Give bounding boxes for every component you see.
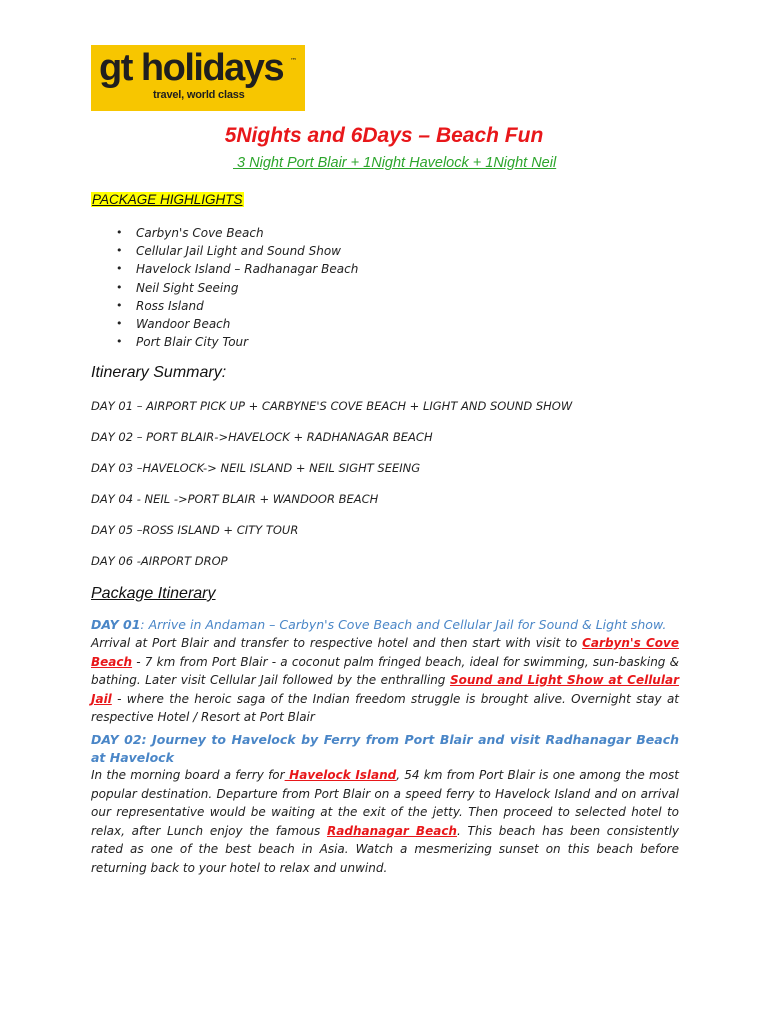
- list-item-label: Ross Island: [136, 298, 204, 313]
- list-item-label: Port Blair City Tour: [136, 335, 249, 350]
- carbyns-cove-beach-link[interactable]: Carbyn's Cove Beach: [91, 636, 679, 669]
- package-itinerary-heading: Package Itinerary: [91, 585, 216, 602]
- page-title: 5Nights and 6Days – Beach Fun: [224, 124, 544, 147]
- list-item: [116, 297, 358, 315]
- logo-trademark: ™: [290, 57, 297, 65]
- list-item-label: Wandoor Beach: [136, 316, 231, 331]
- day-2-text-3: . This beach has been consistently rated as one of the best beach in Asia. Watch a mesmerizing sunset on this beach before returning back to your hotel to relax and unwind.: [91, 823, 680, 875]
- list-item: [116, 333, 358, 351]
- bullet-icon: •: [116, 244, 123, 258]
- day-2-description: [91, 766, 679, 877]
- sound-light-show-link[interactable]: Sound and Light Show at Cellular Jail: [91, 673, 679, 706]
- list-item: [116, 260, 358, 278]
- page-subtitle: 3 Night Port Blair + 1Night Havelock + 1Night Neil: [233, 155, 557, 171]
- day-1-label: DAY 01: [91, 617, 141, 632]
- bullet-icon: •: [116, 262, 123, 276]
- itinerary-summary-heading: Itinerary Summary:: [91, 364, 227, 381]
- bullet-icon: •: [116, 335, 123, 349]
- list-item: [116, 224, 358, 242]
- highlights-heading: PACKAGE HIGHLIGHTS: [92, 192, 243, 207]
- summary-day-4: DAY 04 - NEIL ->PORT BLAIR + WANDOOR BEACH: [91, 492, 379, 506]
- list-item-label: Carbyn's Cove Beach: [136, 226, 264, 240]
- bullet-icon: •: [116, 280, 123, 294]
- list-item: [116, 279, 358, 297]
- summary-day-3: DAY 03 –HAVELOCK-> NEIL ISLAND + NEIL SIGHT SEEING: [91, 461, 421, 475]
- list-item-label: Neil Sight Seeing: [136, 280, 239, 295]
- bullet-icon: •: [116, 298, 123, 312]
- summary-day-6: DAY 06 -AIRPORT DROP: [91, 554, 228, 568]
- day-1-heading: [91, 616, 679, 634]
- list-item: [116, 242, 358, 260]
- list-item: [116, 315, 358, 333]
- day-1-text-3: - where the heroic saga of the Indian freedom struggle is brought alive. Overnight stay at respective Hotel / Resort at Port Blair: [91, 691, 679, 724]
- logo-tagline: travel, world class: [153, 89, 245, 101]
- summary-day-1: DAY 01 – AIRPORT PICK UP + CARBYNE'S COVE BEACH + LIGHT AND SOUND SHOW: [91, 399, 573, 413]
- day-1-text-1: Arrival at Port Blair and transfer to respective hotel and then start with visit to: [91, 636, 583, 650]
- day-2-text-1: In the morning board a ferry for: [91, 768, 285, 782]
- day-1-title: : Arrive in Andaman – Carbyn's Cove Beach and Cellular Jail for Sound & Light show.: [140, 617, 667, 632]
- list-item-label: Cellular Jail Light and Sound Show: [136, 244, 341, 259]
- summary-day-2: DAY 02 – PORT BLAIR->HAVELOCK + RADHANAGAR BEACH: [91, 430, 433, 444]
- havelock-island-link[interactable]: Havelock Island: [284, 768, 397, 782]
- list-item-label: Havelock Island – Radhanagar Beach: [136, 262, 359, 277]
- logo-brand: gt holidays: [99, 47, 284, 89]
- day-1-description: [91, 634, 679, 727]
- bullet-icon: •: [116, 226, 123, 239]
- day-2-text-2: , 54 km from Port Blair is one among the most popular destination. Departure from Port Blair on a speed ferry to Havelock Island and on arrival our representative would be waiting at the exit of the jetty. Then proceed to selected hotel to relax, after Lunch enjoy the famous: [91, 768, 679, 838]
- day-2-heading: DAY 02: Journey to Havelock by Ferry from Port Blair and visit Radhanagar Beach at Havelock: [91, 732, 679, 765]
- radhanagar-beach-link[interactable]: Radhanagar Beach: [327, 823, 457, 838]
- bullet-icon: •: [116, 316, 123, 330]
- highlights-list: [116, 224, 358, 351]
- summary-day-5: DAY 05 –ROSS ISLAND + CITY TOUR: [91, 523, 299, 537]
- gt-holidays-logo: [91, 45, 305, 111]
- day-1-text-2: - 7 km from Port Blair - a coconut palm fringed beach, ideal for swimming, sun-basking & bathing. Later visit Cellular Jail followed by the enthralling: [91, 654, 679, 687]
